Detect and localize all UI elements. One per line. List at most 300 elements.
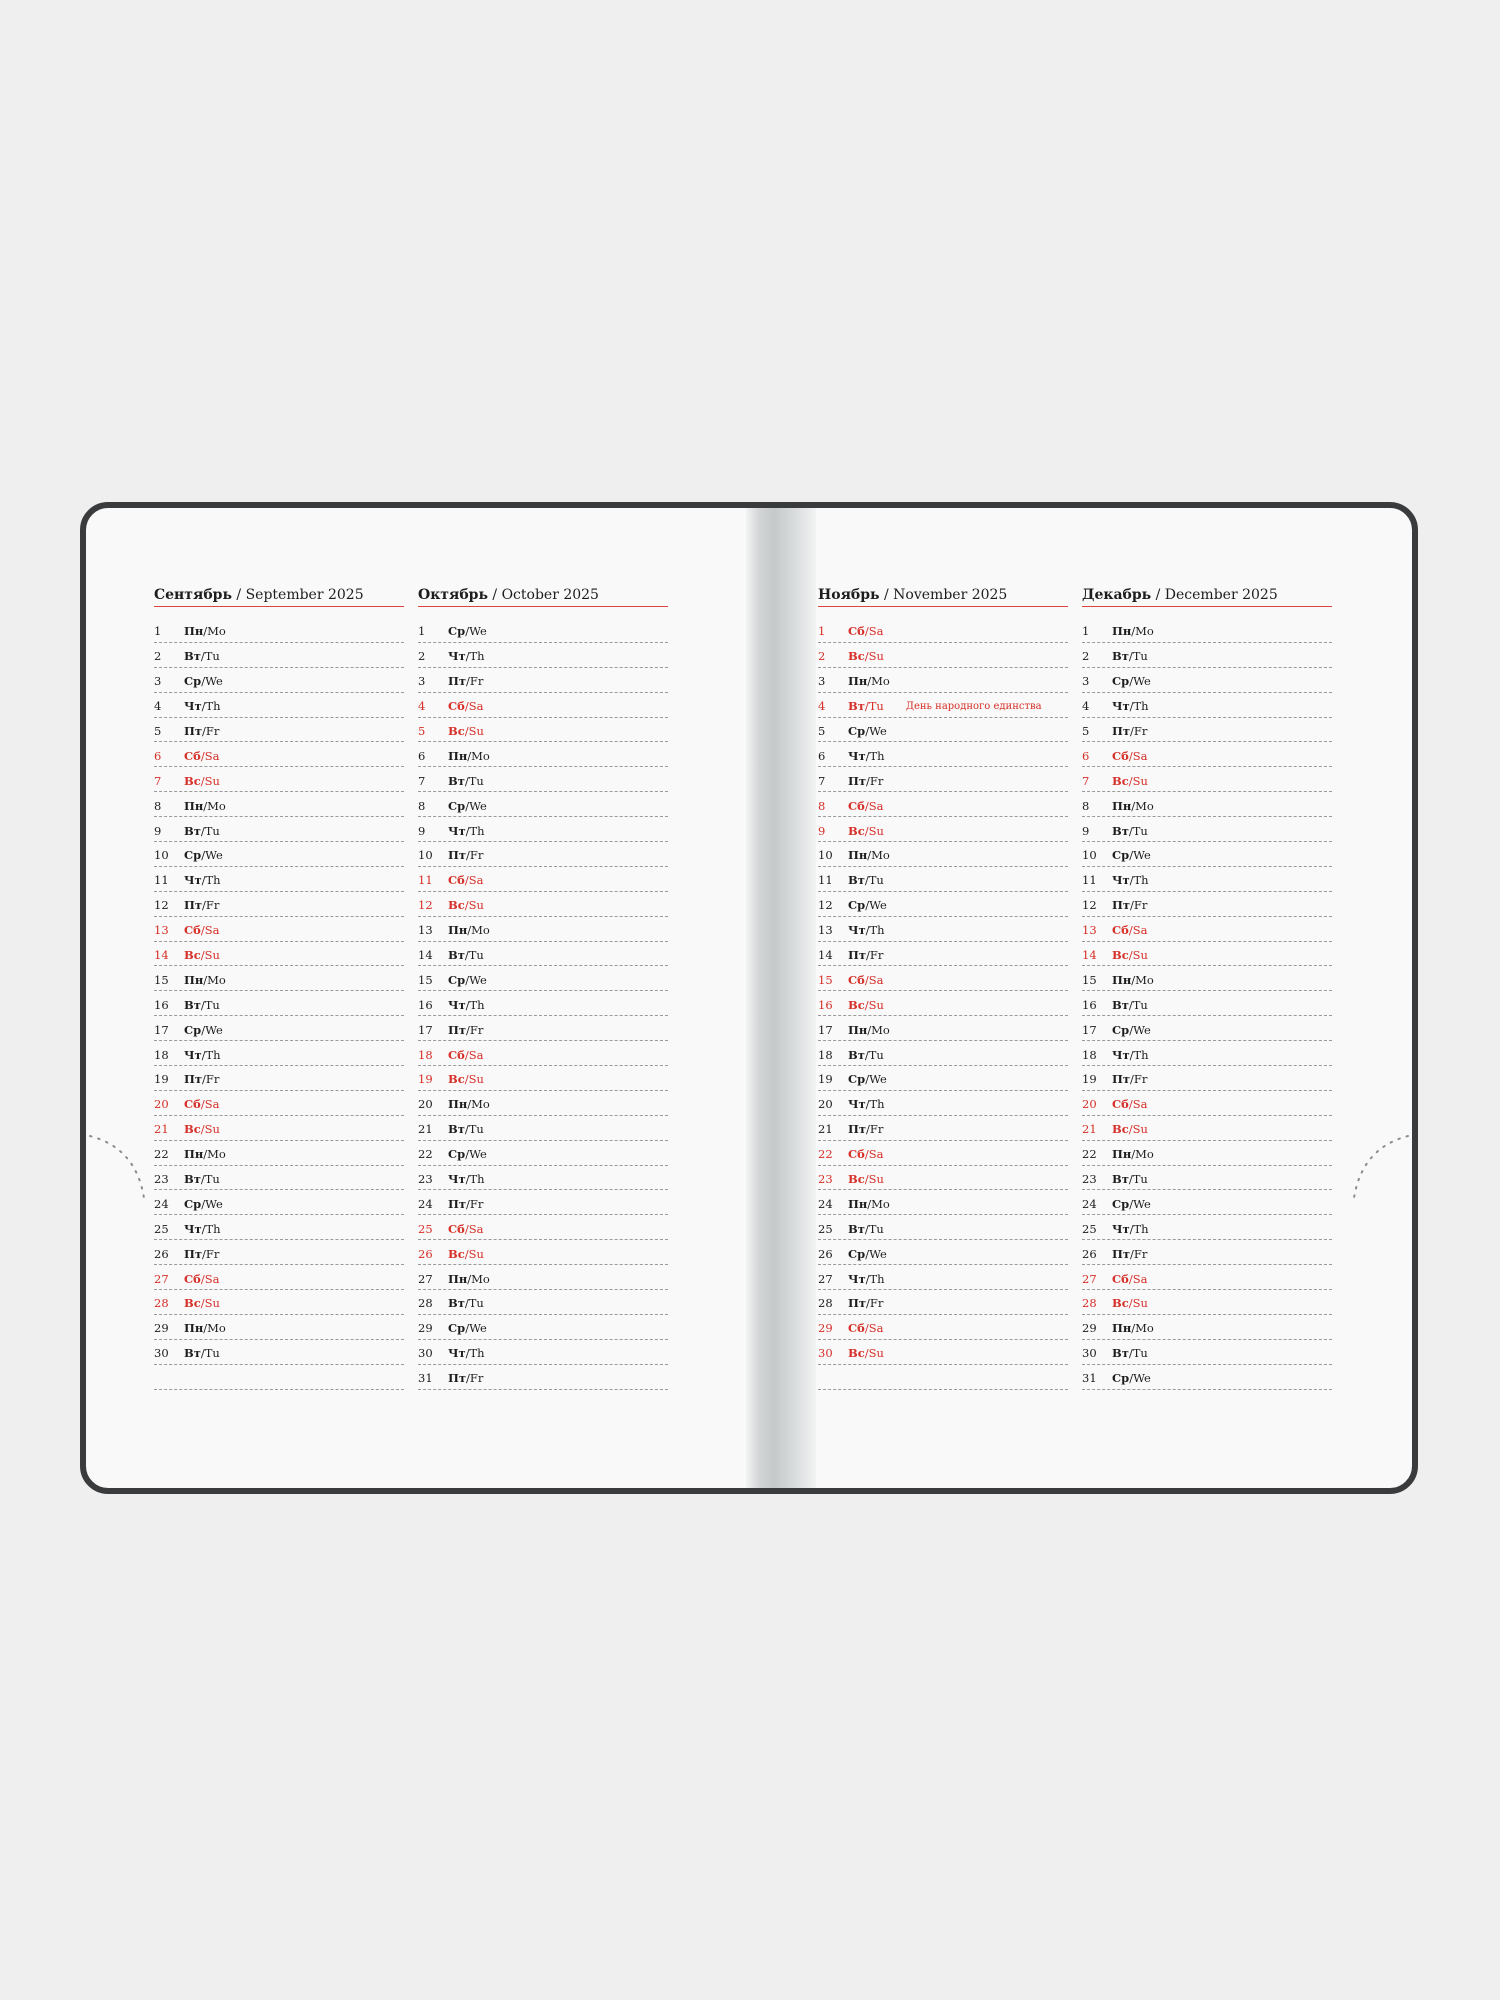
weekday-en: /We xyxy=(865,724,887,738)
weekday-en: /Sa xyxy=(200,748,220,763)
weekday-ru: Пт xyxy=(448,848,466,863)
day-number: 31 xyxy=(1082,1371,1097,1386)
day-row xyxy=(818,817,1068,842)
weekday-en: /Su xyxy=(464,1072,484,1087)
day-row xyxy=(418,1290,668,1315)
day-number: 27 xyxy=(1082,1271,1097,1286)
weekday-name xyxy=(448,1269,490,1286)
weekday-name xyxy=(1112,1144,1154,1161)
weekday-ru: Сб xyxy=(848,1321,865,1336)
weekday-en: /Fr xyxy=(202,1072,220,1087)
day-number: 16 xyxy=(1082,997,1097,1012)
day-number: 12 xyxy=(154,898,169,913)
weekday-en: /Th xyxy=(865,1271,885,1286)
weekday-ru: Пт xyxy=(1112,1246,1130,1261)
weekday-en: /Fr xyxy=(466,1371,484,1386)
weekday-ru: Чт xyxy=(448,997,466,1012)
weekday-en: /We xyxy=(865,1246,887,1261)
day-row xyxy=(818,1190,1068,1215)
weekday-name xyxy=(1112,646,1148,663)
weekday-ru: Вт xyxy=(184,649,201,664)
day-number: 7 xyxy=(154,773,162,788)
weekday-en: /Su xyxy=(1128,1296,1148,1311)
day-number: 26 xyxy=(818,1246,833,1261)
day-number: 18 xyxy=(1082,1047,1097,1062)
weekday-name xyxy=(184,1069,219,1086)
day-number: 11 xyxy=(818,873,833,888)
weekday-ru: Сб xyxy=(448,873,465,888)
weekday-name xyxy=(448,1219,483,1236)
weekday-ru: Пн xyxy=(448,748,468,763)
day-number: 23 xyxy=(418,1172,433,1187)
weekday-name xyxy=(448,621,487,638)
day-row xyxy=(418,892,668,917)
day-list xyxy=(818,618,1068,1390)
day-number: 24 xyxy=(154,1196,169,1211)
weekday-name xyxy=(184,1269,219,1286)
weekday-name xyxy=(448,671,483,688)
day-row xyxy=(1082,942,1332,967)
weekday-en: /Th xyxy=(201,1221,221,1236)
weekday-en: /Tu xyxy=(1128,1346,1148,1361)
weekday-en: /Sa xyxy=(864,798,884,813)
month-title-en: / September 2025 xyxy=(236,587,364,603)
weekday-ru: Сб xyxy=(848,1147,865,1162)
weekday-ru: Чт xyxy=(848,748,866,763)
weekday-name xyxy=(848,870,884,887)
day-row xyxy=(818,618,1068,643)
weekday-en: /Su xyxy=(464,724,484,738)
day-row xyxy=(418,693,668,718)
day-row xyxy=(818,668,1068,693)
day-row xyxy=(818,1215,1068,1240)
weekday-name xyxy=(184,671,223,688)
weekday-name xyxy=(184,1343,220,1360)
weekday-name xyxy=(448,1094,490,1111)
month-header xyxy=(154,586,404,607)
weekday-en: /Su xyxy=(200,948,220,963)
weekday-name xyxy=(448,1318,487,1335)
weekday-ru: Вт xyxy=(184,823,201,838)
weekday-en: /Mo xyxy=(867,1022,890,1037)
day-row xyxy=(1082,1290,1332,1315)
weekday-en: /Sa xyxy=(864,972,884,987)
weekday-en: /Sa xyxy=(464,1047,484,1062)
day-row xyxy=(1082,643,1332,668)
day-row xyxy=(818,1016,1068,1041)
weekday-name xyxy=(848,1094,885,1111)
weekday-name xyxy=(848,1144,883,1161)
weekday-en: /Tu xyxy=(464,1296,484,1311)
day-row xyxy=(418,1315,668,1340)
day-number: 5 xyxy=(154,724,162,738)
weekday-en: /Fr xyxy=(202,1246,220,1261)
weekday-en: /Sa xyxy=(200,1271,220,1286)
weekday-name xyxy=(184,1144,226,1161)
day-row xyxy=(154,892,404,917)
day-number: 9 xyxy=(154,823,162,838)
day-number: 15 xyxy=(1082,972,1097,987)
weekday-name xyxy=(184,870,221,887)
weekday-en: /Th xyxy=(465,997,485,1012)
weekday-en: /We xyxy=(201,848,223,863)
weekday-name xyxy=(448,845,483,862)
day-number: 4 xyxy=(154,699,162,714)
day-row xyxy=(1082,991,1332,1016)
weekday-en: /Tu xyxy=(200,1346,220,1361)
day-number: 14 xyxy=(418,948,433,963)
day-number: 18 xyxy=(418,1047,433,1062)
weekday-en: /Tu xyxy=(864,1047,884,1062)
day-number: 7 xyxy=(818,773,826,788)
day-row xyxy=(154,1290,404,1315)
weekday-name xyxy=(1112,696,1149,713)
day-row xyxy=(818,917,1068,942)
day-row xyxy=(154,618,404,643)
weekday-ru: Ср xyxy=(848,1072,866,1087)
weekday-ru: Сб xyxy=(184,1271,201,1286)
day-number: 16 xyxy=(818,997,833,1012)
day-number: 8 xyxy=(154,798,162,813)
weekday-en: /Th xyxy=(201,699,221,714)
weekday-name xyxy=(1112,1244,1147,1261)
weekday-ru: Пт xyxy=(848,773,866,788)
day-number: 12 xyxy=(1082,898,1097,913)
day-row xyxy=(818,1315,1068,1340)
day-row xyxy=(418,1215,668,1240)
weekday-en: /We xyxy=(1129,1022,1151,1037)
day-row xyxy=(818,742,1068,767)
day-number: 11 xyxy=(154,873,169,888)
day-number: 24 xyxy=(1082,1196,1097,1211)
weekday-ru: Ср xyxy=(1112,1371,1130,1386)
day-number: 1 xyxy=(818,624,826,639)
day-number: 10 xyxy=(818,848,833,863)
weekday-en: /Su xyxy=(464,1246,484,1261)
day-row xyxy=(154,1091,404,1116)
weekday-ru: Вс xyxy=(1112,773,1129,788)
day-row xyxy=(154,668,404,693)
day-row xyxy=(154,742,404,767)
day-number: 30 xyxy=(418,1346,433,1361)
weekday-ru: Пт xyxy=(848,1296,866,1311)
weekday-en: /Fr xyxy=(1130,724,1148,738)
weekday-name xyxy=(848,845,890,862)
month-october xyxy=(418,586,668,1390)
weekday-en: /Sa xyxy=(864,624,884,639)
weekday-ru: Ср xyxy=(448,1321,466,1336)
weekday-ru: Вт xyxy=(1112,649,1129,664)
day-row xyxy=(418,643,668,668)
day-row xyxy=(154,643,404,668)
day-row xyxy=(154,1190,404,1215)
weekday-ru: Чт xyxy=(184,1047,202,1062)
weekday-name xyxy=(184,696,221,713)
weekday-name xyxy=(184,721,219,738)
weekday-name xyxy=(184,1194,223,1211)
weekday-en: /Fr xyxy=(466,848,484,863)
day-number: 27 xyxy=(818,1271,833,1286)
day-number: 2 xyxy=(154,649,162,664)
day-number: 10 xyxy=(418,848,433,863)
weekday-en: /Mo xyxy=(1131,1321,1154,1336)
weekday-ru: Пн xyxy=(1112,798,1132,813)
day-number: 5 xyxy=(418,724,426,738)
weekday-name xyxy=(848,771,883,788)
day-number: 13 xyxy=(154,923,169,938)
day-row xyxy=(418,1190,668,1215)
day-list xyxy=(154,618,404,1390)
day-number: 21 xyxy=(818,1122,833,1137)
day-number: 3 xyxy=(1082,674,1090,689)
weekday-ru: Вс xyxy=(848,823,865,838)
weekday-ru: Вс xyxy=(184,1122,201,1137)
weekday-name xyxy=(1112,1045,1149,1062)
weekday-name xyxy=(448,870,483,887)
day-number: 27 xyxy=(418,1271,433,1286)
weekday-ru: Пт xyxy=(184,1246,202,1261)
day-number: 18 xyxy=(154,1047,169,1062)
blank-row xyxy=(154,1365,404,1390)
day-number: 2 xyxy=(418,649,426,664)
day-number: 23 xyxy=(818,1172,833,1187)
weekday-en: /We xyxy=(1129,848,1151,863)
month-november xyxy=(818,586,1068,1390)
weekday-name xyxy=(1112,1343,1148,1360)
weekday-ru: Пт xyxy=(848,948,866,963)
weekday-name xyxy=(448,696,483,713)
weekday-ru: Чт xyxy=(448,649,466,664)
day-number: 7 xyxy=(1082,773,1090,788)
day-number: 26 xyxy=(154,1246,169,1261)
weekday-ru: Ср xyxy=(1112,674,1130,689)
weekday-en: /Fr xyxy=(1130,898,1148,913)
day-row xyxy=(154,867,404,892)
day-number: 1 xyxy=(154,624,162,639)
day-row xyxy=(1082,1265,1332,1290)
day-row xyxy=(154,842,404,867)
day-number: 21 xyxy=(418,1122,433,1137)
weekday-ru: Вт xyxy=(1112,997,1129,1012)
day-row xyxy=(1082,917,1332,942)
day-number: 14 xyxy=(1082,948,1097,963)
weekday-en: /We xyxy=(465,798,487,813)
day-number: 12 xyxy=(418,898,433,913)
weekday-ru: Вт xyxy=(448,773,465,788)
weekday-en: /We xyxy=(201,674,223,689)
weekday-ru: Пн xyxy=(1112,1147,1132,1162)
weekday-ru: Вт xyxy=(184,1346,201,1361)
weekday-en: /Tu xyxy=(864,699,884,714)
day-number: 5 xyxy=(818,724,826,738)
weekday-name xyxy=(448,796,487,813)
weekday-en: /Mo xyxy=(467,1271,490,1286)
weekday-en: /Tu xyxy=(464,1122,484,1137)
weekday-en: /Tu xyxy=(200,649,220,664)
day-row xyxy=(818,991,1068,1016)
weekday-name xyxy=(848,895,887,912)
day-row xyxy=(154,1041,404,1066)
day-row xyxy=(1082,1066,1332,1091)
weekday-en: /Fr xyxy=(1130,1072,1148,1087)
day-number: 26 xyxy=(418,1246,433,1261)
day-row xyxy=(818,1166,1068,1191)
day-row xyxy=(1082,742,1332,767)
weekday-en: /Mo xyxy=(1131,624,1154,639)
weekday-ru: Ср xyxy=(848,1246,866,1261)
weekday-name xyxy=(848,1244,887,1261)
day-row xyxy=(154,942,404,967)
day-row xyxy=(418,917,668,942)
weekday-en: /We xyxy=(865,1072,887,1087)
weekday-ru: Пн xyxy=(1112,1321,1132,1336)
weekday-name xyxy=(448,1194,483,1211)
day-row xyxy=(418,1066,668,1091)
weekday-name xyxy=(848,1318,883,1335)
day-row xyxy=(154,917,404,942)
weekday-en: /We xyxy=(201,1022,223,1037)
weekday-name xyxy=(184,895,219,912)
weekday-en: /Fr xyxy=(466,1196,484,1211)
weekday-ru: Чт xyxy=(1112,699,1130,714)
weekday-en: /We xyxy=(1129,1196,1151,1211)
day-row xyxy=(1082,867,1332,892)
weekday-name xyxy=(848,1045,884,1062)
weekday-name xyxy=(448,1045,483,1062)
day-number: 13 xyxy=(1082,923,1097,938)
day-row xyxy=(418,1166,668,1191)
month-title-ru: Декабрь xyxy=(1082,587,1152,603)
day-row xyxy=(1082,1365,1332,1390)
weekday-name xyxy=(848,945,883,962)
day-row xyxy=(818,1265,1068,1290)
weekday-name xyxy=(848,1169,884,1186)
weekday-name xyxy=(1112,1119,1148,1136)
weekday-name xyxy=(1112,821,1148,838)
weekday-en: /We xyxy=(201,1196,223,1211)
day-number: 14 xyxy=(154,948,169,963)
day-row xyxy=(154,1066,404,1091)
weekday-name xyxy=(1112,671,1151,688)
weekday-name xyxy=(448,746,490,763)
day-row xyxy=(418,1141,668,1166)
day-number: 26 xyxy=(1082,1246,1097,1261)
day-number: 20 xyxy=(418,1097,433,1112)
weekday-ru: Вс xyxy=(448,1246,465,1261)
day-row xyxy=(418,1240,668,1265)
weekday-ru: Чт xyxy=(184,699,202,714)
day-row xyxy=(418,1116,668,1141)
weekday-ru: Сб xyxy=(1112,923,1129,938)
weekday-ru: Пт xyxy=(448,1371,466,1386)
weekday-ru: Чт xyxy=(448,1172,466,1187)
right-corner-dots xyxy=(1354,1136,1408,1198)
weekday-ru: Пт xyxy=(184,898,202,913)
weekday-ru: Пн xyxy=(184,972,204,987)
weekday-name xyxy=(448,1144,487,1161)
day-row xyxy=(418,668,668,693)
weekday-name xyxy=(848,995,884,1012)
day-row xyxy=(418,767,668,792)
weekday-name xyxy=(1112,1219,1149,1236)
day-row xyxy=(818,1240,1068,1265)
weekday-en: /Th xyxy=(201,873,221,888)
weekday-name xyxy=(848,920,885,937)
weekday-ru: Вт xyxy=(448,948,465,963)
weekday-name xyxy=(184,845,223,862)
day-row xyxy=(818,1340,1068,1365)
weekday-name xyxy=(848,1119,883,1136)
weekday-ru: Ср xyxy=(184,1196,202,1211)
day-number: 30 xyxy=(1082,1346,1097,1361)
weekday-en: /Tu xyxy=(464,773,484,788)
day-row xyxy=(154,966,404,991)
weekday-name xyxy=(448,895,484,912)
day-number: 28 xyxy=(818,1296,833,1311)
day-row xyxy=(818,718,1068,743)
holiday-label: День народного единства xyxy=(905,700,1042,712)
weekday-name xyxy=(184,1293,220,1310)
day-row xyxy=(418,817,668,842)
weekday-name xyxy=(184,945,220,962)
day-row xyxy=(154,718,404,743)
day-row xyxy=(1082,1240,1332,1265)
month-title-ru: Ноябрь xyxy=(818,587,880,603)
weekday-name xyxy=(1112,895,1147,912)
weekday-ru: Сб xyxy=(1112,1271,1129,1286)
weekday-en: /Tu xyxy=(1128,997,1148,1012)
weekday-en: /We xyxy=(1129,674,1151,689)
day-row xyxy=(418,1016,668,1041)
weekday-en: /Sa xyxy=(1128,923,1148,938)
day-row xyxy=(1082,817,1332,842)
day-number: 3 xyxy=(418,674,426,689)
weekday-name xyxy=(184,746,219,763)
day-number: 29 xyxy=(818,1321,833,1336)
weekday-en: /Th xyxy=(201,1047,221,1062)
weekday-ru: Пн xyxy=(1112,972,1132,987)
weekday-ru: Ср xyxy=(448,798,466,813)
weekday-name xyxy=(848,1293,883,1310)
day-number: 29 xyxy=(1082,1321,1097,1336)
day-number: 18 xyxy=(818,1047,833,1062)
day-row xyxy=(1082,1041,1332,1066)
weekday-name xyxy=(848,1219,884,1236)
weekday-en: /We xyxy=(1129,1371,1151,1386)
day-number: 3 xyxy=(818,674,826,689)
weekday-ru: Вт xyxy=(1112,823,1129,838)
day-row xyxy=(818,966,1068,991)
weekday-en: /Th xyxy=(1129,873,1149,888)
day-number: 19 xyxy=(1082,1072,1097,1087)
day-row xyxy=(1082,1116,1332,1141)
day-number: 17 xyxy=(818,1022,833,1037)
month-december xyxy=(1082,586,1332,1390)
weekday-name xyxy=(1112,1020,1151,1037)
weekday-en: /Fr xyxy=(466,1022,484,1037)
weekday-en: /We xyxy=(465,624,487,639)
weekday-en: /Su xyxy=(864,823,884,838)
day-number: 20 xyxy=(818,1097,833,1112)
weekday-en: /Su xyxy=(1128,948,1148,963)
weekday-ru: Вт xyxy=(1112,1346,1129,1361)
weekday-ru: Сб xyxy=(848,798,865,813)
weekday-name xyxy=(848,1020,890,1037)
weekday-en: /Su xyxy=(200,773,220,788)
weekday-name xyxy=(184,920,219,937)
day-number: 8 xyxy=(818,798,826,813)
day-row xyxy=(418,1365,668,1390)
